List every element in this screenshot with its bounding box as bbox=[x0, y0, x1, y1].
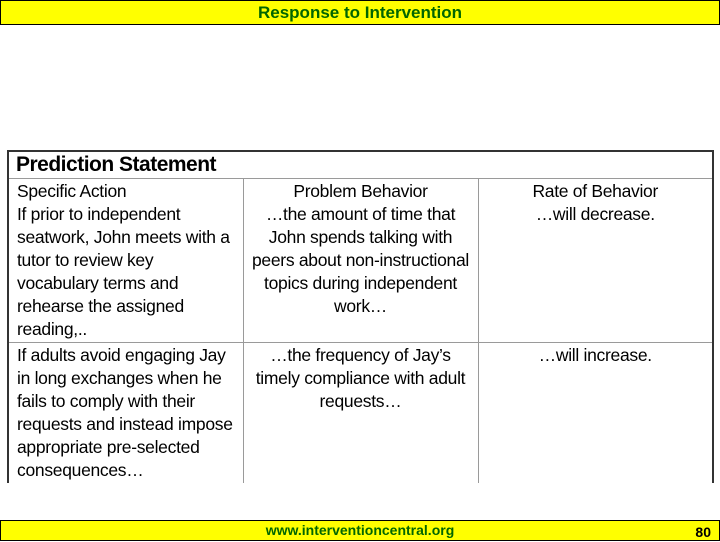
header-bar bbox=[0, 0, 720, 25]
page-number: 80 bbox=[695, 524, 711, 540]
footer-url: www.interventioncentral.org bbox=[265, 522, 455, 538]
rate-of-behavior-cell bbox=[478, 343, 713, 484]
specific-action-header: Specific Action bbox=[17, 181, 127, 201]
table-row bbox=[8, 343, 713, 484]
problem-text: …the amount of time that John spends talking with peers about non-instructional topics during independent work… bbox=[252, 204, 469, 316]
rate-text: …will increase. bbox=[538, 345, 652, 365]
prediction-table bbox=[7, 150, 714, 483]
table-title-row bbox=[8, 151, 713, 179]
rate-text: …will decrease. bbox=[535, 204, 655, 224]
problem-behavior-cell bbox=[243, 343, 478, 484]
action-text: If adults avoid engaging Jay in long exchanges when he fails to comply with their requests and instead impose appropriate pre-selected consequences… bbox=[17, 345, 233, 480]
action-text: If prior to independent seatwork, John meets with a tutor to review key vocabulary terms and rehearse the assigned reading,.. bbox=[17, 204, 230, 339]
problem-behavior-cell bbox=[243, 179, 478, 343]
rate-of-behavior-cell bbox=[478, 179, 713, 343]
rate-of-behavior-header: Rate of Behavior bbox=[532, 181, 659, 201]
specific-action-cell bbox=[8, 179, 243, 343]
problem-behavior-header: Problem Behavior bbox=[293, 181, 428, 201]
page-title: Response to Intervention bbox=[257, 3, 463, 22]
table-row bbox=[8, 179, 713, 343]
problem-text: …the frequency of Jay’s timely compliance with adult requests… bbox=[255, 345, 466, 411]
footer-bar bbox=[0, 520, 720, 541]
prediction-table-container bbox=[7, 150, 714, 480]
table-title: Prediction Statement bbox=[8, 151, 713, 179]
specific-action-cell bbox=[8, 343, 243, 484]
